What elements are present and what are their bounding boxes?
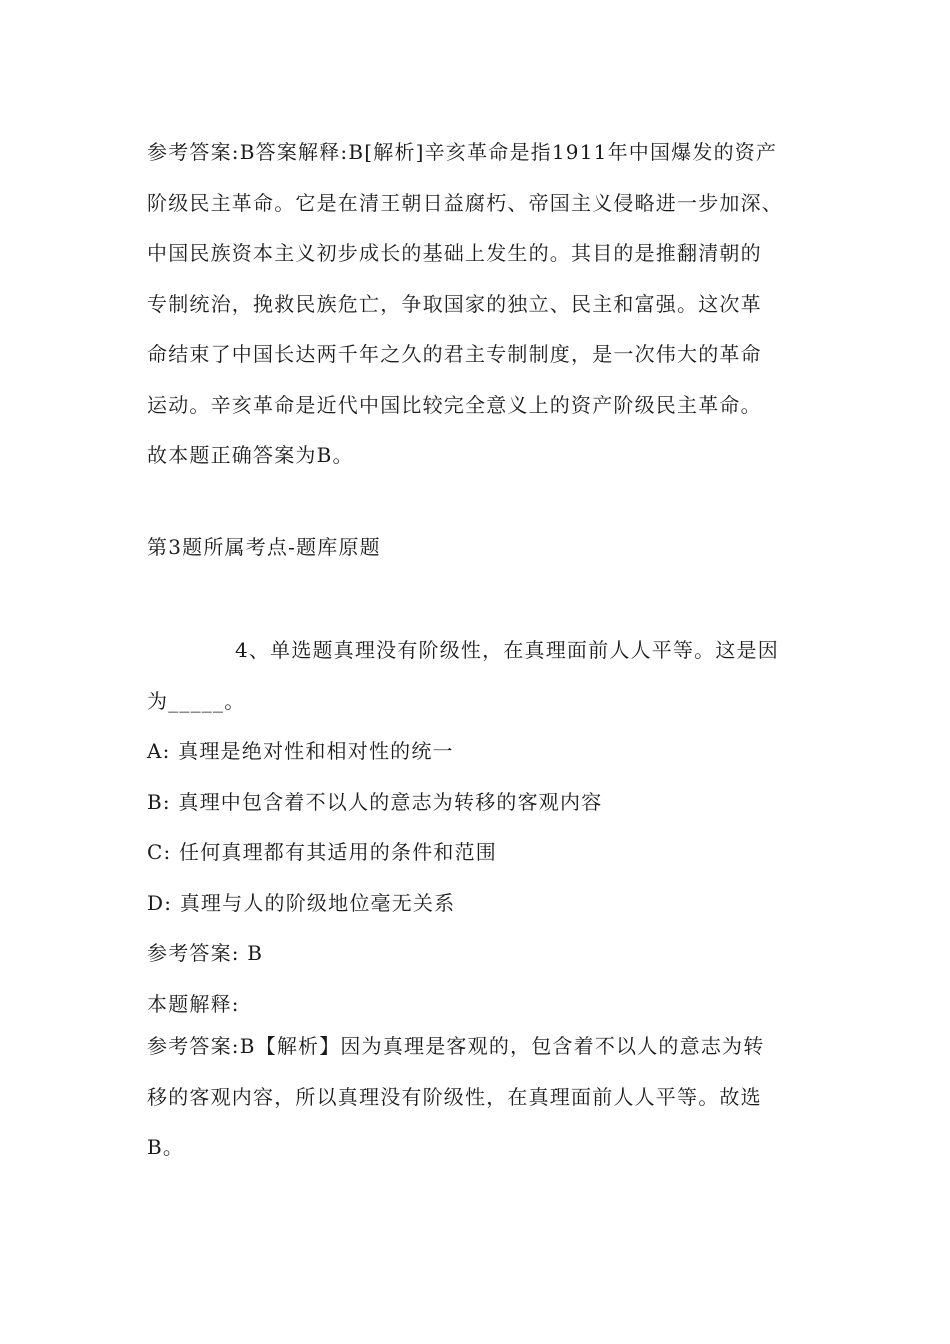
explanation-line: 中国民族资本主义初步成长的基础上发生的。其目的是推翻清朝的 (147, 241, 762, 265)
explanation-line: 参考答案:B答案解释:B[解析]辛亥革命是指1911年中国爆发的资产 (147, 140, 778, 164)
option-b: B: 真理中包含着不以人的意志为转移的客观内容 (147, 789, 603, 814)
question4-explanation (147, 1021, 812, 1173)
source-label: 第3题所属考点-题库原题 (147, 535, 381, 559)
option-c: C: 任何真理都有其适用的条件和范围 (147, 840, 497, 864)
question3-source-note (147, 522, 812, 573)
reference-answer: 参考答案: B (147, 941, 264, 965)
explanation-line: 故本题正确答案为B。 (147, 443, 354, 467)
explanation-line: 阶级民主革命。它是在清王朝日益腐朽、帝国主义侵略进一步加深、 (147, 190, 783, 215)
question-stem-continuation: 为_____。 (147, 688, 246, 713)
question3-explanation (147, 127, 812, 481)
option-d: D: 真理与人的阶级地位毫无关系 (147, 890, 456, 915)
explanation-line: 专制统治，挽救民族危亡，争取国家的独立、民主和富强。这次革 (147, 291, 762, 316)
option-a: A: 真理是绝对性和相对性的统一 (147, 739, 454, 763)
explanation-line: B。 (147, 1135, 185, 1159)
question-stem: 4、单选题真理没有阶级性，在真理面前人人平等。这是因 (235, 638, 779, 662)
explanation-line: 运动。辛亥革命是近代中国比较完全意义上的资产阶级民主革命。 (147, 392, 762, 417)
question4 (147, 625, 812, 1029)
explanation-line: 命结束了中国长达两千年之久的君主专制制度，是一次伟大的革命 (147, 342, 762, 366)
explanation-heading: 本题解释: (147, 991, 240, 1016)
explanation-line: 移的客观内容，所以真理没有阶级性，在真理面前人人平等。故选 (147, 1084, 762, 1109)
explanation-line: 参考答案:B【解析】因为真理是客观的，包含着不以人的意志为转 (147, 1034, 765, 1058)
